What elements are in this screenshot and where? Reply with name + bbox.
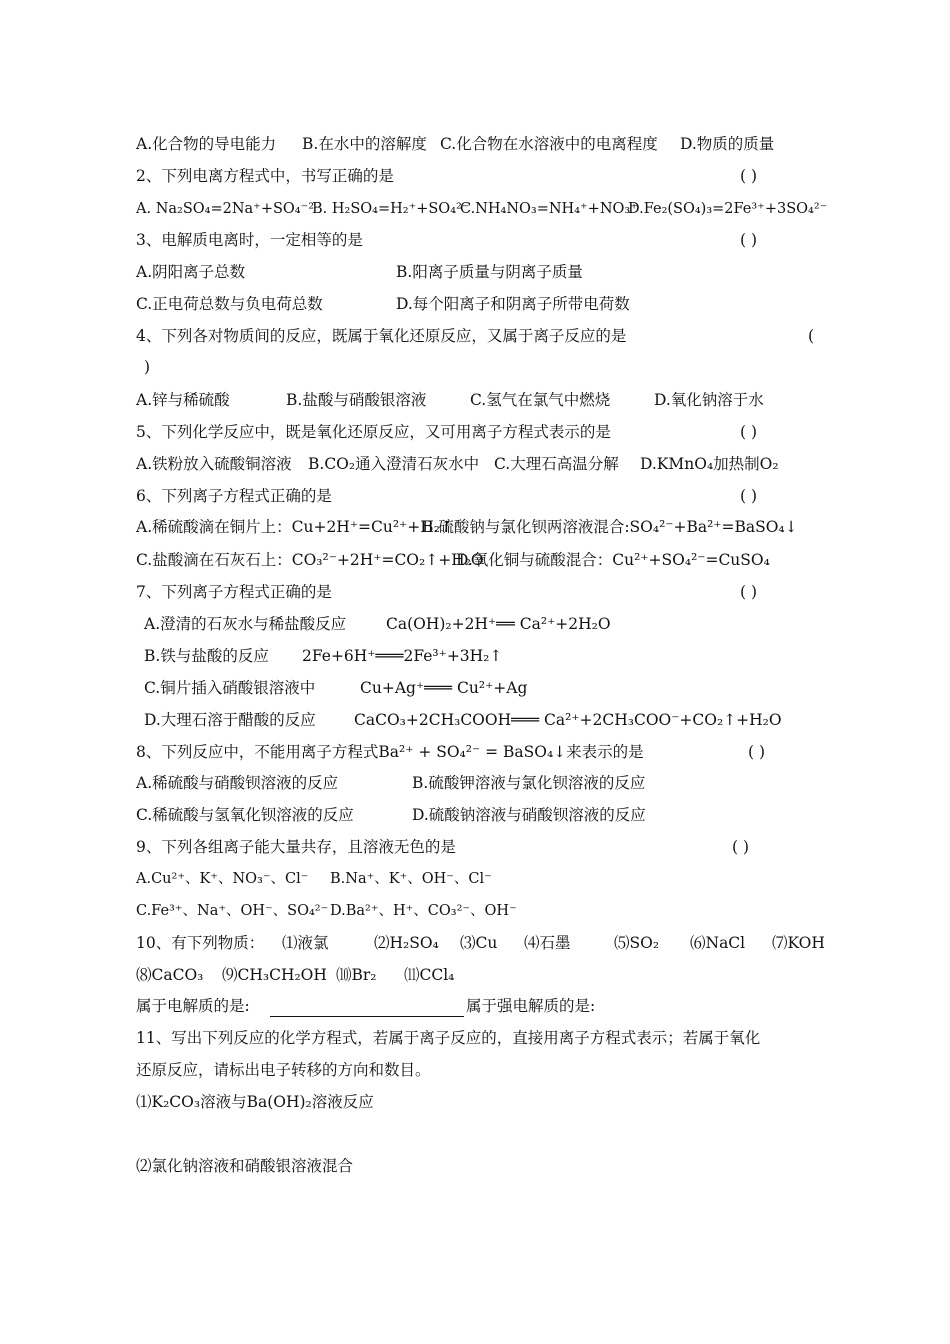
q7-option-b-row <box>136 644 826 668</box>
q6-options-row1 <box>136 515 826 539</box>
q2-answer-paren: ( ) <box>740 167 758 185</box>
q6-stem-line <box>136 484 826 508</box>
q7-option-a-row <box>136 612 826 636</box>
q7-option-c-equation: Cu+Ag⁺═══ Cu²⁺+Ag <box>360 679 528 697</box>
q3-options-row1 <box>136 260 826 284</box>
q3-option-c: C.正电荷总数与负电荷总数 <box>136 295 323 313</box>
q10-item: ⑸SO₂ <box>614 934 660 952</box>
q11-stem-part1: 11、写出下列反应的化学方程式，若属于离子反应的，直接用离子方程式表示；若属于氧化 <box>136 1029 761 1047</box>
q11-stem-part2: 还原反应，请标出电子转移的方向和数目。 <box>136 1061 431 1079</box>
q2-stem: 2、下列电离方程式中，书写正确的是 <box>136 167 394 185</box>
q9-stem-line <box>136 835 826 859</box>
q3-stem: 3、电解质电离时，一定相等的是 <box>136 231 363 249</box>
q8-option-c: C.稀硫酸与氢氧化钡溶液的反应 <box>136 806 354 824</box>
q1-option-a: A.化合物的导电能力 <box>136 135 277 153</box>
q8-option-b: B.硫酸钾溶液与氯化钡溶液的反应 <box>412 774 646 792</box>
q10-item: ⑵H₂SO₄ <box>374 934 439 952</box>
q9-option-d: D.Ba²⁺、H⁺、CO₃²⁻、OH⁻ <box>330 903 517 919</box>
q2-option-b: B. H₂SO₄=H₂⁺+SO₄²⁻ <box>312 201 470 217</box>
q10-item: ⑽Br₂ <box>336 966 377 984</box>
q10-answer-line <box>136 994 826 1018</box>
q9-option-c: C.Fe³⁺、Na⁺、OH⁻、SO₄²⁻ <box>136 903 329 919</box>
q6-option-a: A.稀硫酸滴在铜片上：Cu+2H⁺=Cu²⁺+H₂↑ <box>136 518 453 536</box>
q3-stem-line <box>136 228 826 252</box>
q4-option-a: A.锌与稀硫酸 <box>136 391 230 409</box>
q11-stem-line2 <box>136 1058 826 1082</box>
q11-part2: ⑵氯化钠溶液和硝酸银溶液混合 <box>136 1157 354 1175</box>
q10-item: ⑻CaCO₃ <box>136 966 204 984</box>
q2-option-a: A. Na₂SO₄=2Na⁺+SO₄⁻² <box>136 201 315 217</box>
q10-item: ⑾CCl₄ <box>404 966 455 984</box>
q10-items-row2 <box>136 963 826 987</box>
q7-option-c-row <box>136 676 826 700</box>
q5-answer-paren: ( ) <box>740 423 758 441</box>
q6-options-row2 <box>136 548 826 572</box>
q4-option-d: D.氧化钠溶于水 <box>654 391 764 409</box>
q10-item: ⑴液氯 <box>282 934 329 952</box>
q2-option-d: D.Fe₂(SO₄)₃=2Fe³⁺+3SO₄²⁻ <box>628 201 828 217</box>
q5-options <box>136 452 826 476</box>
q6-stem: 6、下列离子方程式正确的是 <box>136 487 332 505</box>
q2-options <box>136 197 826 221</box>
q5-option-c: C.大理石高温分解 <box>494 455 619 473</box>
q9-answer-paren: ( ) <box>732 838 750 856</box>
q4-option-b: B.盐酸与硝酸银溶液 <box>286 391 427 409</box>
q3-answer-paren: ( ) <box>740 231 758 249</box>
q9-options-row1 <box>136 867 826 891</box>
q11-part1-line <box>136 1090 826 1114</box>
q4-option-c: C.氢气在氯气中燃烧 <box>470 391 611 409</box>
q4-stem: 4、下列各对物质间的反应，既属于氧化还原反应，又属于离子反应的是 <box>136 327 627 345</box>
q4-stem-line <box>136 324 826 348</box>
q11-part1: ⑴K₂CO₃溶液与Ba(OH)₂溶液反应 <box>136 1093 374 1111</box>
q8-stem-line <box>136 740 826 764</box>
q8-answer-paren: ( ) <box>748 743 766 761</box>
q2-stem-line <box>136 164 826 188</box>
q5-option-b: B.CO₂通入澄清石灰水中 <box>308 455 480 473</box>
q3-option-b: B.阳离子质量与阴离子质量 <box>396 263 583 281</box>
q6-answer-paren: ( ) <box>740 487 758 505</box>
q11-part2-line <box>136 1154 826 1178</box>
q5-option-d: D.KMnO₄加热制O₂ <box>640 455 779 473</box>
q10-item: ⑹NaCl <box>690 934 746 952</box>
q1-option-c: C.化合物在水溶液中的电离程度 <box>440 135 658 153</box>
q7-option-d-row <box>136 708 826 732</box>
q7-answer-paren: ( ) <box>740 583 758 601</box>
q7-stem-line <box>136 580 826 604</box>
q10-strong-electrolyte-label: 属于强电解质的是: <box>466 997 596 1015</box>
q10-stem: 10、有下列物质： <box>136 934 265 952</box>
q10-item: ⑷石墨 <box>524 934 571 952</box>
q5-option-a: A.铁粉放入硫酸铜溶液 <box>136 455 292 473</box>
q9-options-row2 <box>136 899 826 923</box>
q8-option-a: A.稀硫酸与硝酸钡溶液的反应 <box>136 774 339 792</box>
q5-stem: 5、下列化学反应中，既是氧化还原反应，又可用离子方程式表示的是 <box>136 423 611 441</box>
q7-option-a-equation: Ca(OH)₂+2H⁺══ Ca²⁺+2H₂O <box>386 615 611 633</box>
q10-item: ⑶Cu <box>460 934 498 952</box>
q10-item: ⑺KOH <box>772 934 825 952</box>
q6-option-b: B.硫酸钠与氯化钡两溶液混合:SO₄²⁻+Ba²⁺=BaSO₄↓ <box>422 518 798 536</box>
q11-stem-line1 <box>136 1026 826 1050</box>
q9-stem: 9、下列各组离子能大量共存，且溶液无色的是 <box>136 838 456 856</box>
q8-option-d: D.硫酸钠溶液与硝酸钡溶液的反应 <box>412 806 646 824</box>
q7-stem: 7、下列离子方程式正确的是 <box>136 583 332 601</box>
q4-options <box>136 388 826 412</box>
q9-option-b: B.Na⁺、K⁺、OH⁻、Cl⁻ <box>330 871 492 887</box>
q6-option-d: D.氧化铜与硫酸混合：Cu²⁺+SO₄²⁻=CuSO₄ <box>456 551 770 569</box>
q4-paren-close-line <box>136 355 826 379</box>
q8-stem: 8、下列反应中，不能用离子方程式Ba²⁺ + SO₄²⁻ = BaSO₄↓来表示的是 <box>136 743 644 761</box>
q7-option-c-label: C.铜片插入硝酸银溶液中 <box>144 679 316 697</box>
q10-stem-line <box>136 931 826 955</box>
q10-item: ⑼CH₃CH₂OH <box>222 966 327 984</box>
q4-answer-paren-close: ) <box>144 358 151 376</box>
q3-option-d: D.每个阳离子和阴离子所带电荷数 <box>396 295 630 313</box>
q7-option-d-label: D.大理石溶于醋酸的反应 <box>144 711 316 729</box>
q8-options-row1 <box>136 771 826 795</box>
q2-option-c: C.NH₄NO₃=NH₄⁺+NO₃⁺ <box>460 201 638 217</box>
q1-option-b: B.在水中的溶解度 <box>302 135 427 153</box>
q4-answer-paren-open: ( <box>808 327 815 345</box>
q3-options-row2 <box>136 292 826 316</box>
q1-option-d: D.物质的质量 <box>680 135 775 153</box>
q1-options <box>136 132 826 156</box>
q5-stem-line <box>136 420 826 444</box>
q10-electrolyte-answer-blank[interactable] <box>270 994 464 1017</box>
q7-option-b-label: B.铁与盐酸的反应 <box>144 647 269 665</box>
q10-electrolyte-label: 属于电解质的是: <box>136 997 250 1015</box>
q3-option-a: A.阴阳离子总数 <box>136 263 246 281</box>
q8-options-row2 <box>136 803 826 827</box>
q6-option-c: C.盐酸滴在石灰石上：CO₃²⁻+2H⁺=CO₂↑+H₂O <box>136 551 484 569</box>
q9-option-a: A.Cu²⁺、K⁺、NO₃⁻、Cl⁻ <box>136 871 309 887</box>
q7-option-a-label: A.澄清的石灰水与稀盐酸反应 <box>144 615 347 633</box>
q7-option-b-equation: 2Fe+6H⁺═══2Fe³⁺+3H₂↑ <box>302 647 503 665</box>
q7-option-d-equation: CaCO₃+2CH₃COOH═══ Ca²⁺+2CH₃COO⁻+CO₂↑+H₂O <box>354 711 782 729</box>
